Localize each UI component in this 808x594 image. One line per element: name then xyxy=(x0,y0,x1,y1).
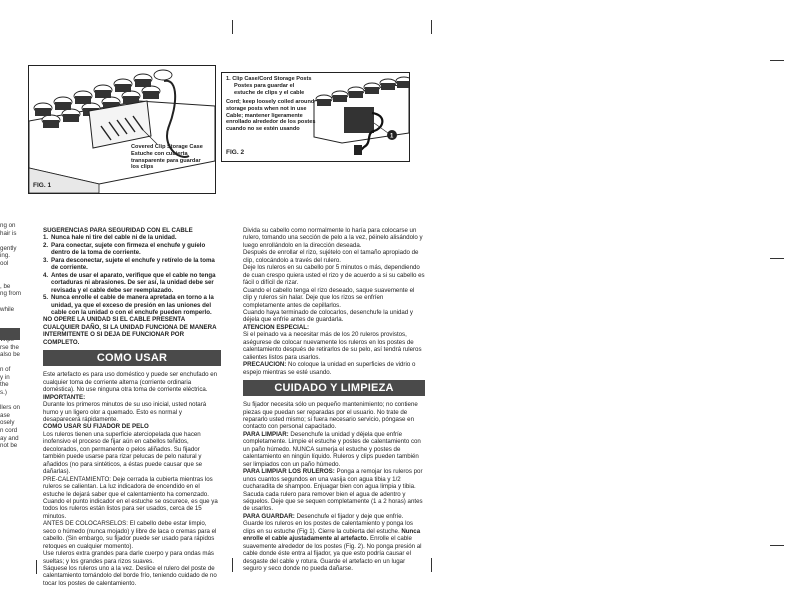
sidebar-fragment: hair is xyxy=(0,229,17,237)
crop-mark xyxy=(232,20,233,34)
list-item: 1. Nunca hale ni tire del cable ni de la unidad. xyxy=(43,234,177,242)
guardar-text-b: Enrolle el cable suavemente alrededor de los postes (Fig. 2). No ponga presión al cable donde éste entra al fijador, ya que esto podría causar el desgaste del cable y rotura. Guarde el artefacto en un lugar seguro y seco donde no pueda dañarse. xyxy=(243,535,422,573)
guardar-paragraph xyxy=(243,513,425,573)
importante-text: Durante los primeros minutos de su uso inicial, usted notará humo y un ligero olor a quemado. Esto es normal y desaparecerá rápidamente. xyxy=(43,401,207,423)
sidebar-fragment xyxy=(0,237,22,245)
guardar-bold: Nunca enrolle el cable ajustadamente al artefacto. xyxy=(243,527,421,543)
crop-mark xyxy=(431,20,432,34)
fig2-cord-line: cuando no se estén usando xyxy=(226,126,300,133)
intro-paragraph: Este artefacto es para uso doméstico y puede ser enchufado en cualquier toma de corriente alterna (corriente ordinaria doméstica). No use ninguna otra toma de corriente eléctrica. xyxy=(43,371,218,394)
sidebar-fragment: llers on xyxy=(0,404,20,412)
sidebar-fragment: s.) xyxy=(0,389,7,397)
sidebar-fragment: ng from xyxy=(0,290,21,298)
hair-setter-illustration xyxy=(29,66,215,193)
ruleros-text: Ponga a remojar los ruleros por unos cuantos segundos en una vasija con agua tibia y 1/2 cucharadita de shampoo. Enjuagar bien con agua limpia y tibia. Sacuda cada rulero para remover bien el agua de adentro y séquelos. Deje que se sequen completamente (1 a 2 horas) antes de usarlos. xyxy=(243,468,423,513)
guardar-label: PARA GUARDAR: xyxy=(243,512,295,520)
ruleros-paragraph xyxy=(243,468,425,513)
fig2-callout-line: estuche de clips y el cable xyxy=(234,89,305,96)
left-column xyxy=(43,227,221,587)
sidebar-section-marker xyxy=(0,328,20,340)
fig1-callout-line: Covered Clip Storage Case xyxy=(131,144,203,150)
fig2-callout-title: 1. Clip Case/Cord Storage Posts xyxy=(226,76,312,82)
crop-mark xyxy=(770,60,784,61)
fig1-callout-line: los clips xyxy=(131,164,154,171)
fig1-callout-line: transparente para guardar xyxy=(131,157,201,164)
crop-mark xyxy=(232,558,233,572)
precaucion-text: No coloque la unidad en superficies de vidrio o espejo mientras se esté usando. xyxy=(243,361,416,376)
sidebar-fragment: while xyxy=(0,305,15,313)
sidebar-fragment xyxy=(0,397,22,405)
paragraph: Su fijador necesita sólo un pequeño mantenimiento; no contiene piezas que puedan ser reparadas por el usuario. No trate de repararlo usted mismo; si fuera necesario servicio, póngase en contacto con personal capacitado. xyxy=(243,401,418,431)
sidebar-fragment: ase xyxy=(0,411,10,419)
list-item: 2. Para conectar, sujete con firmeza el enchufe y guíelo dentro de la toma de corriente. xyxy=(43,241,206,257)
right-column xyxy=(243,227,425,572)
paragraph: Cuando el cabello tenga el rizo deseado, saque suavemente el clip y ruleros sin halar. Deje que los rizos se enfríen completamente antes de cepillarlos. xyxy=(243,286,415,309)
paragraph: Divida su cabello como normalmente lo haría para colocarse un rulero, tomando una sección de pelo a la vez, péinelo alisándolo y luego enrollándolo en la dirección deseada. xyxy=(243,227,423,249)
paragraph: Deje los ruleros en su cabello por 5 minutos o más, dependiendo de cuan crespo quiera usted el rizo y de acuerdo a si su cabello es fácil o difícil de rizar. xyxy=(243,264,425,287)
fig2-label: FIG. 2 xyxy=(226,149,245,156)
fig2-cord-line: Cord; keep loosely coiled around xyxy=(226,99,315,105)
sidebar-fragment: the xyxy=(0,381,9,389)
fig2-cord-line: Cable; mantener ligeramente xyxy=(226,112,303,119)
sidebar-fragment xyxy=(0,268,22,276)
fig2-cord-line: enrollado alrededor de los postes xyxy=(226,119,316,126)
guardar-text: Desenchufe el fijador y deje que enfríe. Guarde los ruleros en los postes de calentamiento y ponga los clips en su estuche (Fig 1). Cierre la cubierta del estuche. xyxy=(243,512,413,535)
importante-label: IMPORTANTE: xyxy=(43,393,86,401)
paragraph: Después de enrollar el rizo, sujételo con el tamaño apropiado de clip, colocándolo a través del rulero. xyxy=(243,249,419,264)
sidebar-fragment: osely xyxy=(0,419,15,427)
adjacent-page-fragment xyxy=(0,222,22,450)
fijador-text: Los ruleros tienen una superficie aterciopelada que hacen inofensivo el proceso de fijar aún en cabellos teñidos, decolorados, con permanente o pelos aliñados. Su fijador también puede usarse para rizar pelucas de pelo natural y añadidos (no para sintéticos, a éstas puede causar que se dañarlas). xyxy=(43,430,203,476)
precalentamiento-text: PRE-CALENTAMIENTO: Deje cerrada la cubierta mientras los ruleros se calientan. La luz indicadora de encendido en el estuche le dejará saber que el calentamiento ha comenzado. Cuando el punto indicador en el estuche se oscurece, es que ya todos los ruleros están listos para ser usados, cerca de 15 minutos. xyxy=(43,475,218,520)
list-item: 4. Antes de usar el aparato, verifique que el cable no tenga cortaduras ni abrasiones. De ser así, la unidad debe ser revisada y el cable debe ser reemplazado. xyxy=(43,271,216,294)
sidebar-fragment: ay and xyxy=(0,434,19,442)
limpiar-label: PARA LIMPIAR: xyxy=(243,430,289,438)
sidebar-fragment: also be xyxy=(0,351,20,359)
precaucion-label: PRECAUCION: xyxy=(243,361,287,369)
sidebar-fragment: ool xyxy=(0,259,9,267)
sidebar-fragment: not be xyxy=(0,442,18,450)
list-item: 3. Para desconectar, sujete el enchufe y retírelo de la toma de corriente. xyxy=(43,256,215,272)
safety-warning: NO OPERE LA UNIDAD SI EL CABLE PRESENTA CUALQUIER DAÑO, SI LA UNIDAD FUNCIONA DE MANERA INTERMITENTE O SI DEJA DE FUNCIONAR POR COMPLETO. xyxy=(43,316,217,346)
fig1-label: FIG. 1 xyxy=(33,182,52,189)
use-text: Use ruleros extra grandes para darle cuerpo y para ondas más sueltas; y los grandes para rizos suaves. xyxy=(43,550,215,565)
sidebar-fragment: , be xyxy=(0,282,11,290)
figure-2 xyxy=(221,72,410,162)
limpiar-text: Desenchufe la unidad y déjela que enfríe completamente. Limpie el estuche y postes de calentamiento con un paño húmedo. NUNCA sumerja el estuche y postes de calentamiento en ningún líquido. Ruleros y clips pueden también ser limpiados con un paño húmedo. xyxy=(243,430,421,468)
precaucion-paragraph xyxy=(243,361,425,376)
sidebar-fragment: n of xyxy=(0,366,11,374)
paragraph: Cuando haya terminado de colocarlos, desenchufe la unidad y déjela que enfríe antes de guardarla. xyxy=(243,308,414,324)
fig2-marker: 1 xyxy=(390,133,394,140)
sidebar-fragment xyxy=(0,298,22,306)
antes-text: ANTES DE COLOCARSELOS: El cabello debe estar limpio, seco o húmedo (nunca mojado) y libre de laca o cremas para el cabello. (Sin embargo, su fijador puede ser usado para rápidos retoques en cualquier momento). xyxy=(43,520,217,550)
saque-text: Sáquese los ruleros uno a la vez. Deslice el rulero del poste de calentamiento tomándolo del borde frío, teniendo cuidado de no tocar los postes de calentamiento. xyxy=(43,565,217,587)
sidebar-fragment: gently xyxy=(0,244,17,252)
sidebar-fragment: ng on xyxy=(0,222,16,229)
sidebar-fragment: ing. xyxy=(0,252,10,260)
sidebar-fragment xyxy=(0,359,22,367)
fig2-cord-line: storage posts when not in use xyxy=(226,105,307,112)
sidebar-fragment: rse the xyxy=(0,343,19,351)
ruleros-label: PARA LIMPIAR LOS RULEROS: xyxy=(243,468,335,476)
figure-1 xyxy=(28,65,216,194)
fig1-callout-line: Estuche con cubierta xyxy=(131,150,188,157)
section-banner-como-usar: COMO USAR xyxy=(43,350,221,366)
sidebar-fragment: y in xyxy=(0,373,10,381)
fijador-heading: COMO USAR SU FIJADOR DE PELO xyxy=(43,423,149,431)
safety-list xyxy=(43,234,221,316)
limpiar-paragraph xyxy=(243,431,425,468)
safety-title: SUGERENCIAS PARA SEGURIDAD CON EL CABLE xyxy=(43,227,193,234)
fig2-callout-line: Postes para guardar el xyxy=(234,82,295,89)
crop-mark xyxy=(770,545,784,546)
crop-mark xyxy=(431,558,432,572)
sidebar-fragment xyxy=(0,313,22,321)
sidebar-fragment xyxy=(0,275,22,283)
crop-mark xyxy=(770,258,784,259)
list-item: 5. Nunca enrolle el cable de manera apretada en torno a la unidad, ya que el exceso de presión en las uniones del cable con la unidad o con el enchufe pueden romperlo. xyxy=(43,294,214,316)
sidebar-fragment: n cord xyxy=(0,427,18,435)
crop-mark xyxy=(36,560,37,574)
atencion-text: Si el peinado va a necesitar más de los 20 ruleros provistos, aségurese de colocar nuevamente los ruleros en los postes de calentamiento después de retirarlos de su pelo, así tendrá ruleros calientes listos para usarlos. xyxy=(243,331,422,361)
atencion-label: ATENCION ESPECIAL: xyxy=(243,323,310,331)
section-banner-cuidado: CUIDADO Y LIMPIEZA xyxy=(243,380,425,396)
